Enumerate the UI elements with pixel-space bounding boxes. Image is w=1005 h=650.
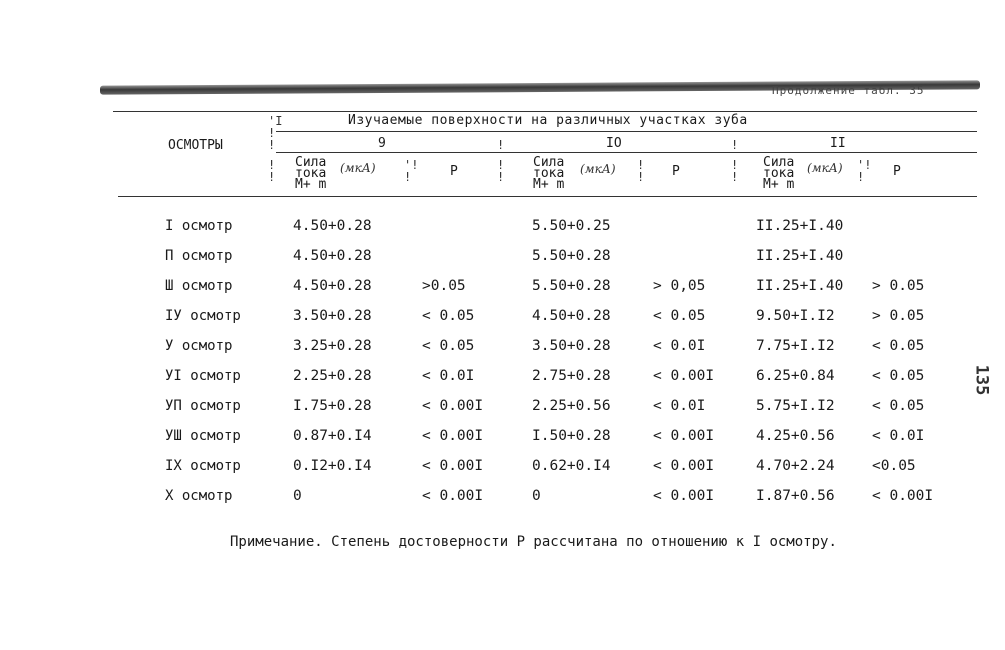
cell-current-9: 4.50+0.28: [293, 278, 372, 294]
cell-p-10: < 0.0I: [653, 338, 706, 354]
separator-mark: '! !: [404, 158, 419, 184]
cell-p-9: < 0.05: [422, 338, 475, 354]
cell-current-10: I.50+0.28: [532, 428, 611, 444]
cell-p-11: > 0.05: [872, 308, 925, 324]
cell-current-11: 5.75+I.I2: [756, 398, 835, 414]
cell-current-11: 7.75+I.I2: [756, 338, 835, 354]
separator-mark: 'I ! !: [268, 114, 283, 152]
cell-p-10: < 0.00I: [653, 428, 715, 444]
cell-current-11: 4.70+2.24: [756, 458, 835, 474]
span-title: Изучаемые поверхности на различных участках зуба: [348, 113, 748, 128]
cell-current-9: 0.87+0.I4: [293, 428, 372, 444]
page-number: 135: [971, 364, 992, 396]
cell-p-11: < 0.0I: [872, 428, 925, 444]
cell-current-10: 5.50+0.25: [532, 218, 611, 234]
row-label: УШ осмотр: [165, 428, 241, 444]
rowhead-label: ОСМОТРЫ: [168, 138, 223, 153]
subhead-current-10: Сила тока M+ m: [533, 155, 565, 192]
cell-current-9: 3.25+0.28: [293, 338, 372, 354]
cell-current-10: 3.50+0.28: [532, 338, 611, 354]
row-label: X осмотр: [165, 488, 233, 504]
footnote: Примечание. Степень достоверности P рассчитана по отношению к I осмотру.: [230, 534, 837, 550]
cell-p-9: < 0.00I: [422, 488, 484, 504]
group-number-10: IO: [606, 136, 622, 151]
cell-current-10: 5.50+0.28: [532, 248, 611, 264]
cell-current-9: 4.50+0.28: [293, 248, 372, 264]
cell-current-9: 2.25+0.28: [293, 368, 372, 384]
cell-p-10: < 0.00I: [653, 368, 715, 384]
cell-p-10: > 0,05: [653, 278, 706, 294]
cell-current-9: 3.50+0.28: [293, 308, 372, 324]
separator-mark: ! !: [731, 158, 739, 184]
subhead-p-11: P: [893, 164, 901, 179]
separator-mark: !: [731, 138, 739, 152]
cell-p-9: < 0.00I: [422, 428, 484, 444]
separator-mark: !: [497, 138, 505, 152]
continued-label: Продолжение табл. 35: [772, 84, 925, 97]
cell-current-9: 0: [293, 488, 302, 504]
separator-mark: ! !: [637, 158, 645, 184]
cell-p-11: <0.05: [872, 458, 916, 474]
cell-current-11: 9.50+I.I2: [756, 308, 835, 324]
cell-current-11: 6.25+0.84: [756, 368, 835, 384]
row-label: У осмотр: [165, 338, 233, 354]
group-rule: [276, 152, 977, 153]
cell-current-10: 2.25+0.56: [532, 398, 611, 414]
cell-current-9: 4.50+0.28: [293, 218, 372, 234]
subhead-current-9: Сила тока M+ m: [295, 155, 327, 192]
header-bottom-rule: [118, 196, 977, 197]
group-number-9: 9: [378, 136, 386, 151]
unit-annotation-9: (мкА): [340, 161, 376, 175]
cell-current-10: 4.50+0.28: [532, 308, 611, 324]
row-label: УП осмотр: [165, 398, 241, 414]
separator-mark: ! !: [268, 158, 276, 184]
row-label: П осмотр: [165, 248, 233, 264]
row-label: УI осмотр: [165, 368, 241, 384]
cell-p-9: < 0.00I: [422, 458, 484, 474]
unit-annotation-10: (мкА): [580, 162, 616, 176]
row-label: IУ осмотр: [165, 308, 241, 324]
cell-current-11: II.25+I.40: [756, 278, 844, 294]
cell-p-10: < 0.00I: [653, 458, 715, 474]
table-top-rule: [113, 111, 977, 112]
separator-mark: ! !: [497, 158, 505, 184]
cell-p-11: < 0.05: [872, 398, 925, 414]
cell-p-9: < 0.00I: [422, 398, 484, 414]
cell-p-10: < 0.0I: [653, 398, 706, 414]
cell-p-11: < 0.05: [872, 368, 925, 384]
separator-mark: '! !: [857, 158, 872, 184]
cell-current-10: 0: [532, 488, 541, 504]
row-label: IX осмотр: [165, 458, 241, 474]
unit-annotation-11: (мкА): [807, 161, 843, 175]
cell-p-11: > 0.05: [872, 278, 925, 294]
cell-current-9: I.75+0.28: [293, 398, 372, 414]
cell-current-10: 2.75+0.28: [532, 368, 611, 384]
cell-current-11: I.87+0.56: [756, 488, 835, 504]
cell-p-9: < 0.0I: [422, 368, 475, 384]
cell-p-9: >0.05: [422, 278, 466, 294]
span-rule: [276, 131, 977, 132]
cell-current-9: 0.I2+0.I4: [293, 458, 372, 474]
cell-current-10: 5.50+0.28: [532, 278, 611, 294]
row-label: I осмотр: [165, 218, 233, 234]
cell-current-11: II.25+I.40: [756, 248, 844, 264]
cell-current-11: II.25+I.40: [756, 218, 844, 234]
subhead-p-10: P: [672, 164, 680, 179]
subhead-p-9: P: [450, 164, 458, 179]
cell-current-10: 0.62+0.I4: [532, 458, 611, 474]
cell-current-11: 4.25+0.56: [756, 428, 835, 444]
cell-p-10: < 0.05: [653, 308, 706, 324]
row-label: Ш осмотр: [165, 278, 233, 294]
cell-p-10: < 0.00I: [653, 488, 715, 504]
subhead-current-11: Сила тока M+ m: [763, 155, 795, 192]
cell-p-9: < 0.05: [422, 308, 475, 324]
group-number-11: II: [830, 136, 846, 151]
cell-p-11: < 0.00I: [872, 488, 934, 504]
cell-p-11: < 0.05: [872, 338, 925, 354]
